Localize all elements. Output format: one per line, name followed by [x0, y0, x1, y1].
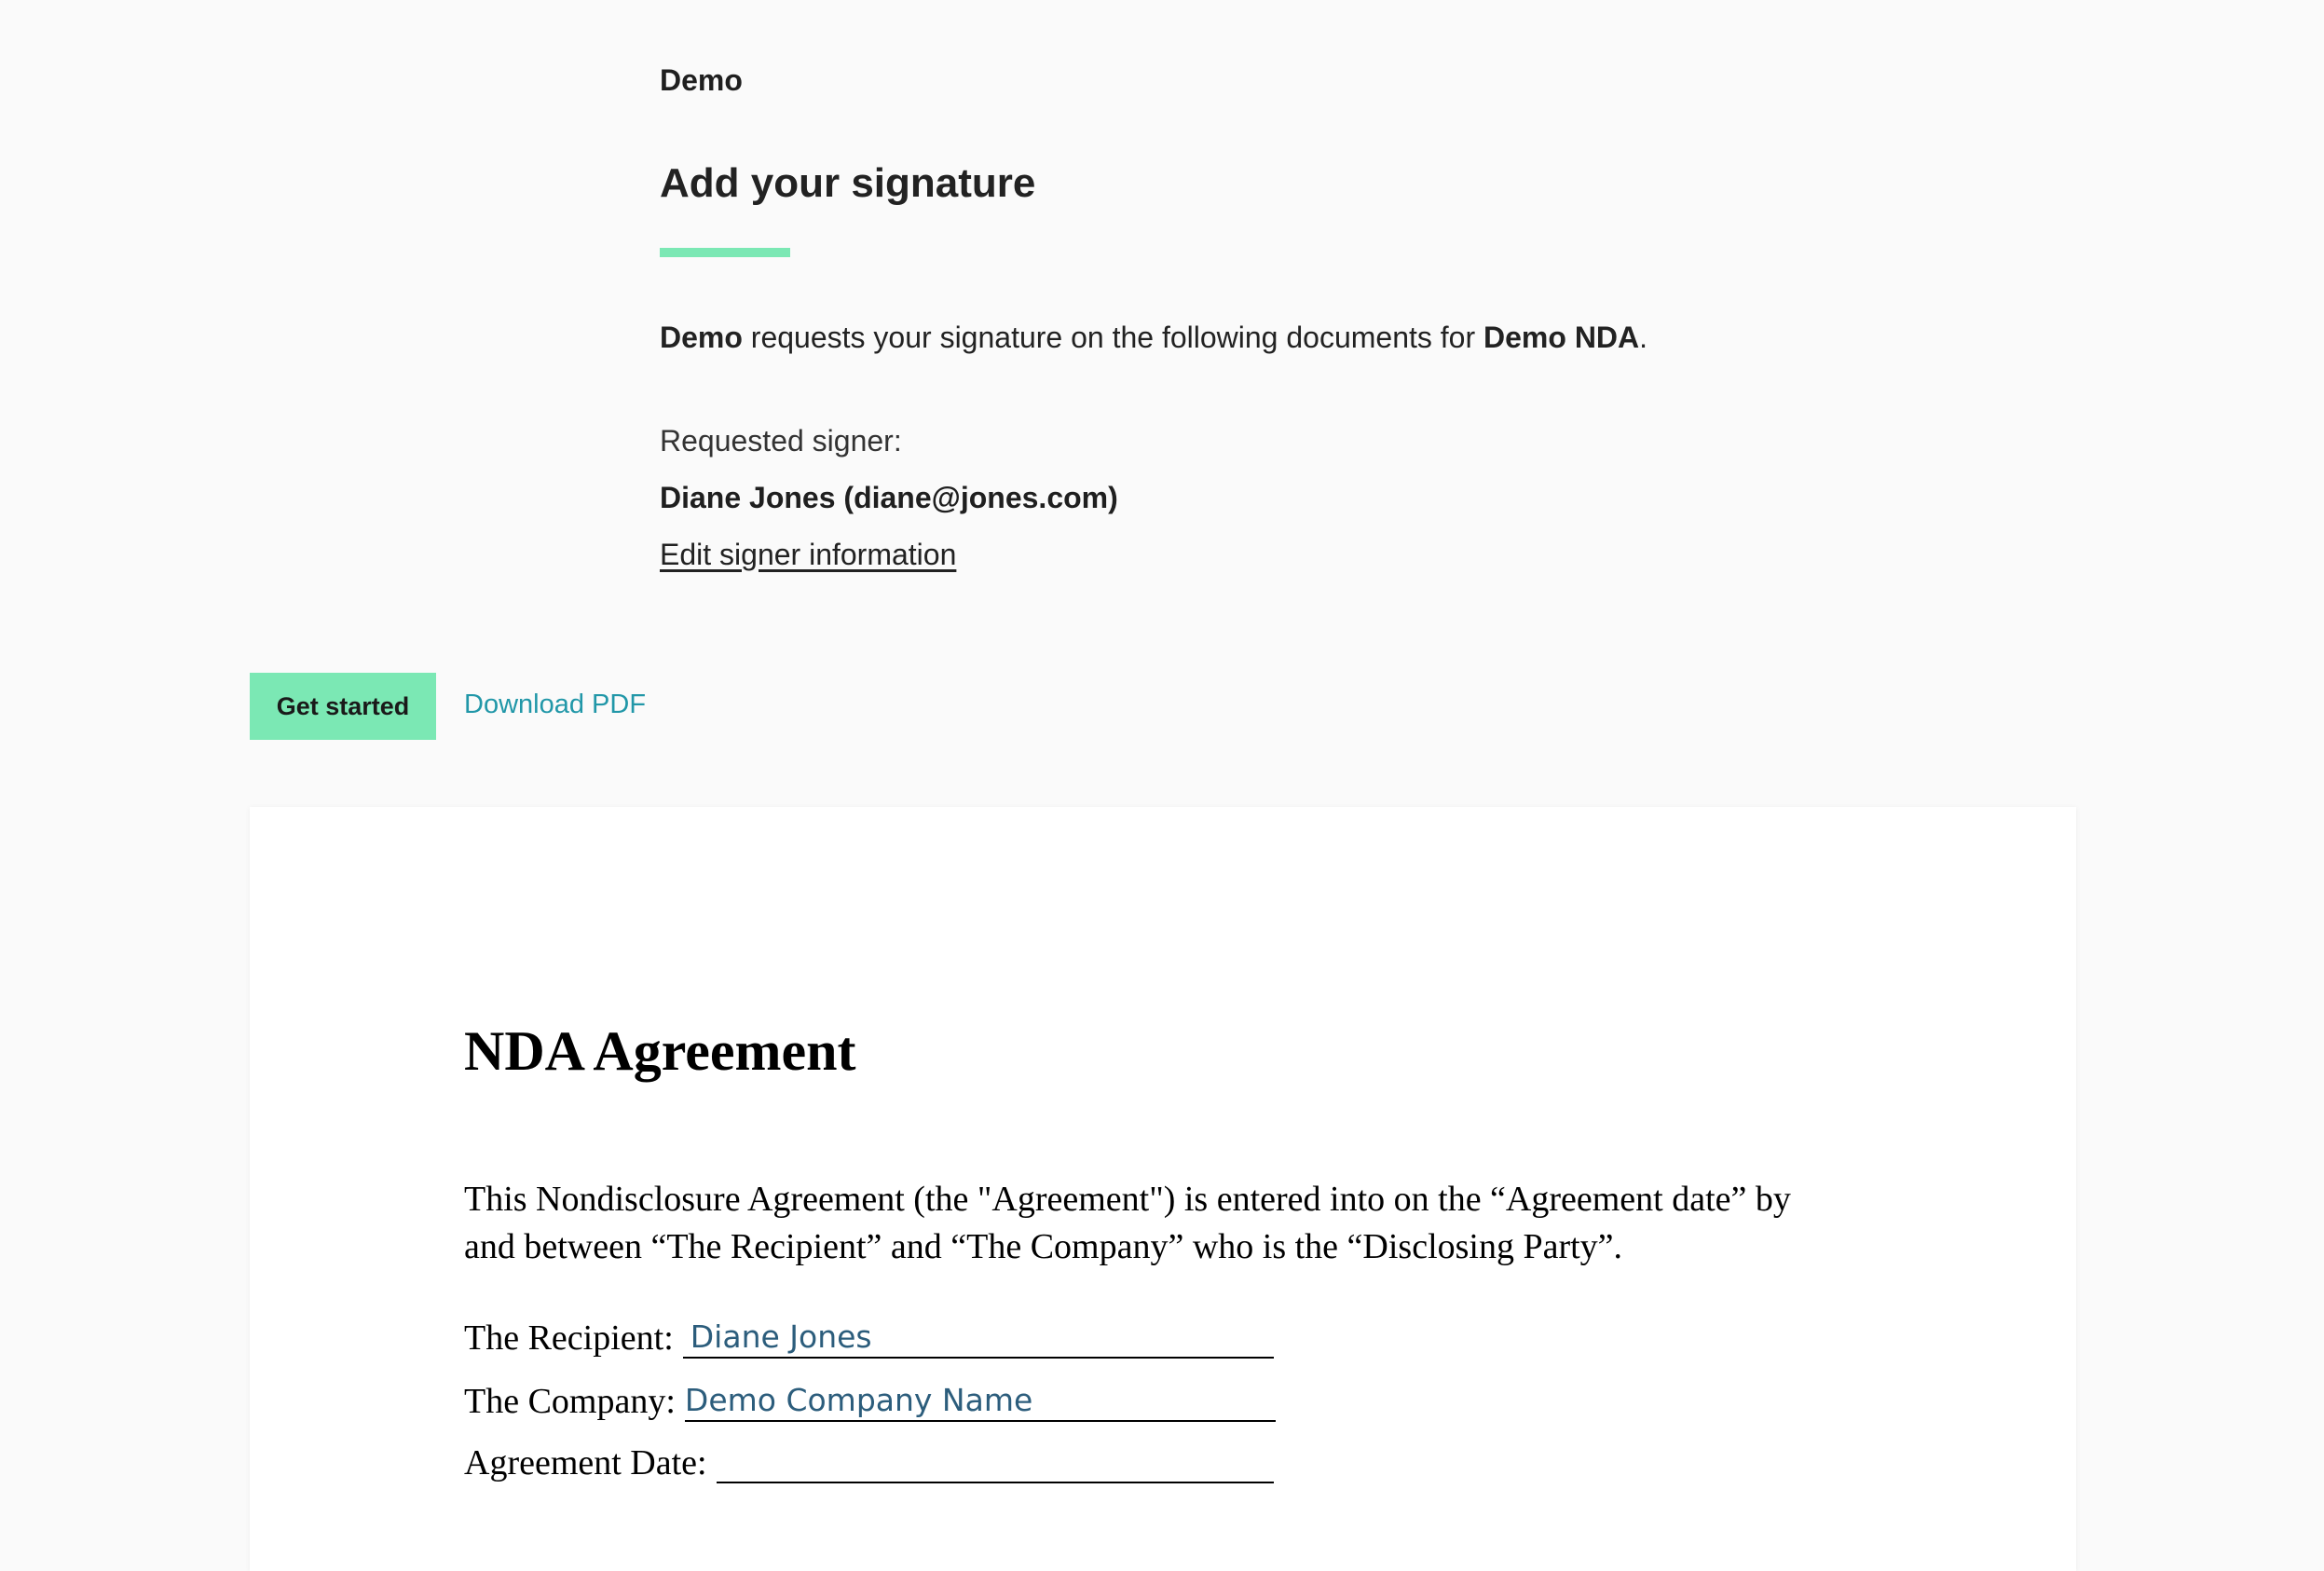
request-description [660, 321, 1647, 355]
document-set-name: Demo NDA [1483, 321, 1640, 354]
requested-signer-value: Diane Jones (diane@jones.com) [660, 481, 1118, 514]
recipient-field-row [464, 1316, 1274, 1359]
company-value: Demo Company Name [684, 1382, 1033, 1418]
requester-name: Demo [660, 321, 743, 354]
recipient-value: Diane Jones [690, 1318, 872, 1355]
agreement-date-field[interactable] [717, 1441, 1274, 1483]
date-field-row [464, 1441, 1274, 1483]
requested-signer-label: Requested signer: [660, 424, 902, 458]
company-field[interactable] [685, 1379, 1276, 1422]
agreement-date-label: Agreement Date: [464, 1443, 707, 1482]
recipient-label: The Recipient: [464, 1318, 674, 1358]
download-pdf-link[interactable]: Download PDF [464, 690, 647, 719]
document-title: NDA Agreement [464, 1020, 856, 1082]
page-title: Add your signature [660, 160, 1036, 206]
get-started-button[interactable]: Get started [250, 673, 436, 740]
company-field-row [464, 1379, 1276, 1422]
title-accent-bar [660, 248, 790, 257]
request-text: requests your signature on the following documents for [742, 321, 1484, 354]
recipient-field[interactable] [683, 1316, 1274, 1359]
org-name: Demo [660, 63, 743, 97]
edit-signer-link[interactable]: Edit signer information [660, 538, 957, 571]
request-end: . [1639, 321, 1648, 354]
company-label: The Company: [464, 1382, 676, 1421]
document-preview [250, 807, 2076, 1571]
document-intro: This Nondisclosure Agreement (the "Agreement") is entered into on the “Agreement date” by and between “The Recipient” and “The Company” who is the “Disclosing Party”. [464, 1180, 1791, 1266]
